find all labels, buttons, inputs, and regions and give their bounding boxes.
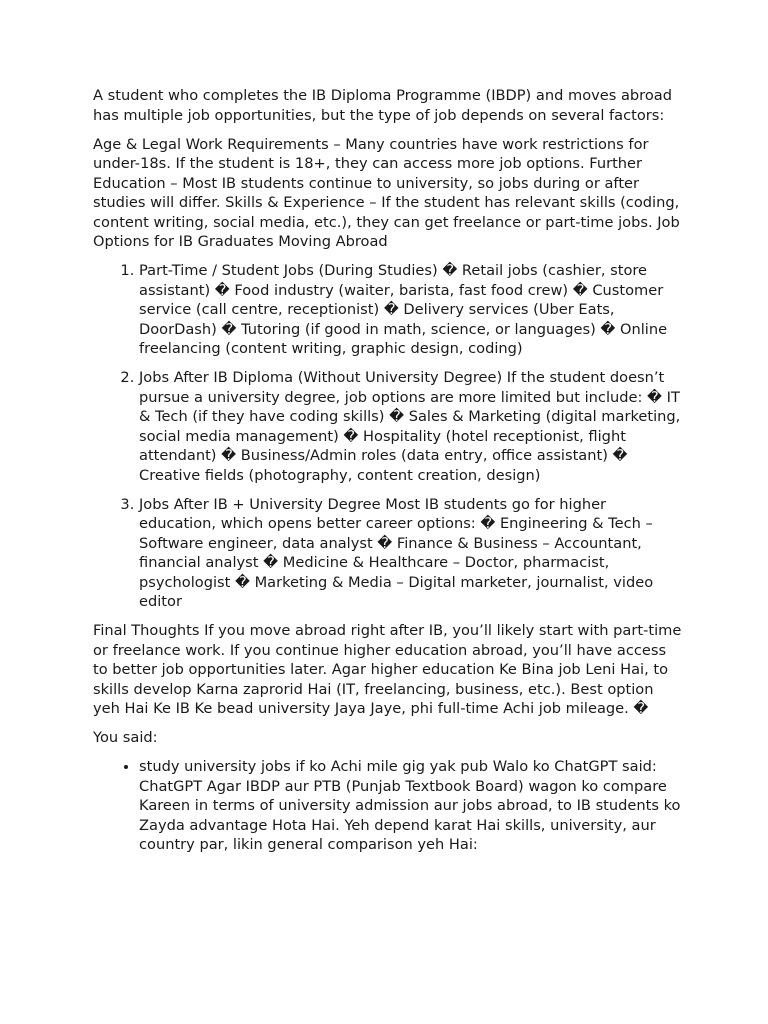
list-item-jobs-after-degree: 3. Jobs After IB + University Degree Most IB students go for higher education, which opens better career options: � Engineering & Tech – Software engineer, data analyst � Finance & Business – Accountant, financial analyst � Medicine & Healthcare – Doctor, pharmacist, psychologist � Marketing & Media – Digital marketer, journalist, video editor: [139, 495, 683, 612]
list-item: • study university jobs if ko Achi mile gig yak pub Walo ko ChatGPT said: ChatGPT Agar IBDP aur PTB (Punjab Textbook Board) wagon ko compare Kareen in terms of university admission aur jobs abroad, to IB students ko Zayda advantage Hota Hai. Yeh depend karat Hai skills, university, aur country par, likin general comparison yeh Hai:: [139, 757, 683, 855]
final-thoughts-paragraph: Final Thoughts If you move abroad right after IB, you’ll likely start with part-time or freelance work. If you continue higher education abroad, you’ll have access to better job opportunities later. Agar higher education Ke Bina job Leni Hai, to skills develop Karna zaprorid Hai (IT, freelancing, business, etc.). Best option yeh Hai Ke IB Ke bead university Jaya Jaye, phi full-time Achi job mileage. �: [93, 622, 682, 717]
list-item-part-time-jobs: 1. Part-Time / Student Jobs (During Studies) � Retail jobs (cashier, store assistant) � Food industry (waiter, barista, fast food crew) � Customer service (call centre, receptionist) � Delivery services (Uber Eats, DoorDash) � Tutoring (if good in math, science, or languages) � Online freelancing (content writing, graphic design, coding): [139, 261, 683, 359]
you-said-label: You said:: [93, 729, 158, 746]
bullet-list: [93, 757, 683, 855]
factors-paragraph: Age & Legal Work Requirements – Many countries have work restrictions for under-18s. If the student is 18+, they can access more job options. Further Education – Most IB students continue to university, so jobs during or after studies will differ. Skills & Experience – If the student has relevant skills (coding, content writing, social media, etc.), they can get freelance or part-time jobs. Job Options for IB Graduates Moving Abroad: [93, 135, 680, 250]
list-item-jobs-after-ib: 2. Jobs After IB Diploma (Without University Degree) If the student doesn’t pursue a university degree, job options are more limited but include: � IT & Tech (if they have coding skills) � Sales & Marketing (digital marketing, social media management) � Hospitality (hotel receptionist, flight attendant) � Business/Admin roles (data entry, office assistant) � Creative fields (photography, content creation, design): [139, 368, 683, 485]
document-body: [93, 86, 683, 855]
job-options-list: [93, 261, 683, 612]
intro-paragraph: A student who completes the IB Diploma Programme (IBDP) and moves abroad has multiple job opportunities, but the type of job depends on several factors:: [93, 87, 672, 124]
